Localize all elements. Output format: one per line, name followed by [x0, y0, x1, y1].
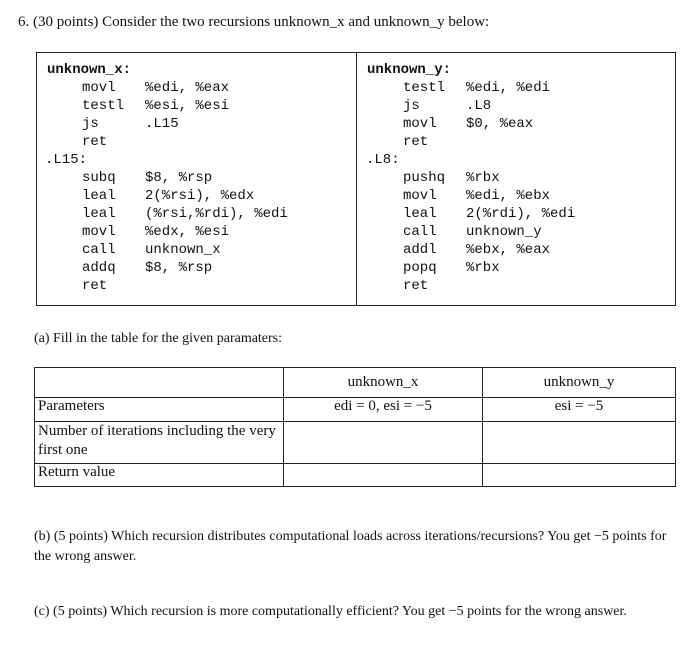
row-label: Number of iterations including the very first one [35, 422, 284, 464]
unknown-y-cell [483, 422, 676, 464]
code-op: call [403, 224, 437, 240]
unknown-x-cell [284, 422, 483, 464]
code-args: $0, %eax [466, 116, 534, 132]
code-args: %ebx, %eax [466, 242, 551, 258]
code-args: (%rsi,%rdi), %edi [145, 206, 288, 222]
code-divider [356, 52, 357, 306]
code-op: movl [403, 116, 437, 132]
code-op: popq [403, 260, 437, 276]
code-args: unknown_y [466, 224, 542, 240]
code-label: .L15: [45, 152, 88, 168]
code-op: testl [82, 98, 125, 114]
code-args: .L15 [145, 116, 179, 132]
answer-table [34, 367, 676, 487]
unknown-y-cell: esi = −5 [483, 398, 676, 422]
code-op: movl [403, 188, 437, 204]
part-b-text: (b) (5 points) Which recursion distributes computational loads across iterations/recursions? You get −5 points for the wrong answer. [34, 529, 667, 564]
header-cell [35, 368, 284, 398]
table-row [35, 398, 676, 422]
header-cell: unknown_y [483, 368, 676, 398]
code-op: js [403, 98, 420, 114]
code-op: ret [82, 278, 108, 294]
unknown-y-label: unknown_y: [367, 62, 452, 78]
code-op: ret [403, 134, 429, 150]
unknown-x-label: unknown_x: [47, 62, 132, 78]
table-header-row [35, 368, 676, 398]
row-label: Return value [35, 464, 284, 487]
code-op: ret [82, 134, 108, 150]
code-op: leal [403, 206, 437, 222]
code-args: %edi, %ebx [466, 188, 551, 204]
code-args: %rbx [466, 170, 500, 186]
unknown-x-cell [284, 464, 483, 487]
code-op: movl [82, 224, 116, 240]
part-a-text: (a) Fill in the table for the given paramaters: [34, 331, 283, 346]
code-op: pushq [403, 170, 446, 186]
code-args: 2(%rdi), %edi [466, 206, 576, 222]
code-op: call [82, 242, 116, 258]
code-args: %edi, %eax [145, 80, 230, 96]
code-op: subq [82, 170, 116, 186]
code-args: %rbx [466, 260, 500, 276]
code-args: %edi, %edi [466, 80, 551, 96]
code-op: leal [82, 206, 116, 222]
table-row [35, 422, 676, 464]
question-title: 6. (30 points) Consider the two recursions unknown_x and unknown_y below: [18, 14, 490, 30]
unknown-x-cell: edi = 0, esi = −5 [284, 398, 483, 422]
code-args: unknown_x [145, 242, 221, 258]
code-op: addl [403, 242, 437, 258]
code-op: ret [403, 278, 429, 294]
code-label: .L8: [366, 152, 400, 168]
code-args: %edx, %esi [145, 224, 230, 240]
header-cell: unknown_x [284, 368, 483, 398]
code-args: %esi, %esi [145, 98, 230, 114]
code-op: testl [403, 80, 446, 96]
code-op: addq [82, 260, 116, 276]
code-op: leal [82, 188, 116, 204]
code-args: $8, %rsp [145, 260, 213, 276]
code-args: $8, %rsp [145, 170, 213, 186]
part-c-text: (c) (5 points) Which recursion is more computationally efficient? You get −5 points for the wrong answer. [34, 604, 627, 619]
unknown-y-cell [483, 464, 676, 487]
code-args: .L8 [466, 98, 492, 114]
code-op: js [82, 116, 99, 132]
table-row [35, 464, 676, 487]
row-label: Parameters [35, 398, 284, 422]
code-op: movl [82, 80, 116, 96]
code-args: 2(%rsi), %edx [145, 188, 255, 204]
